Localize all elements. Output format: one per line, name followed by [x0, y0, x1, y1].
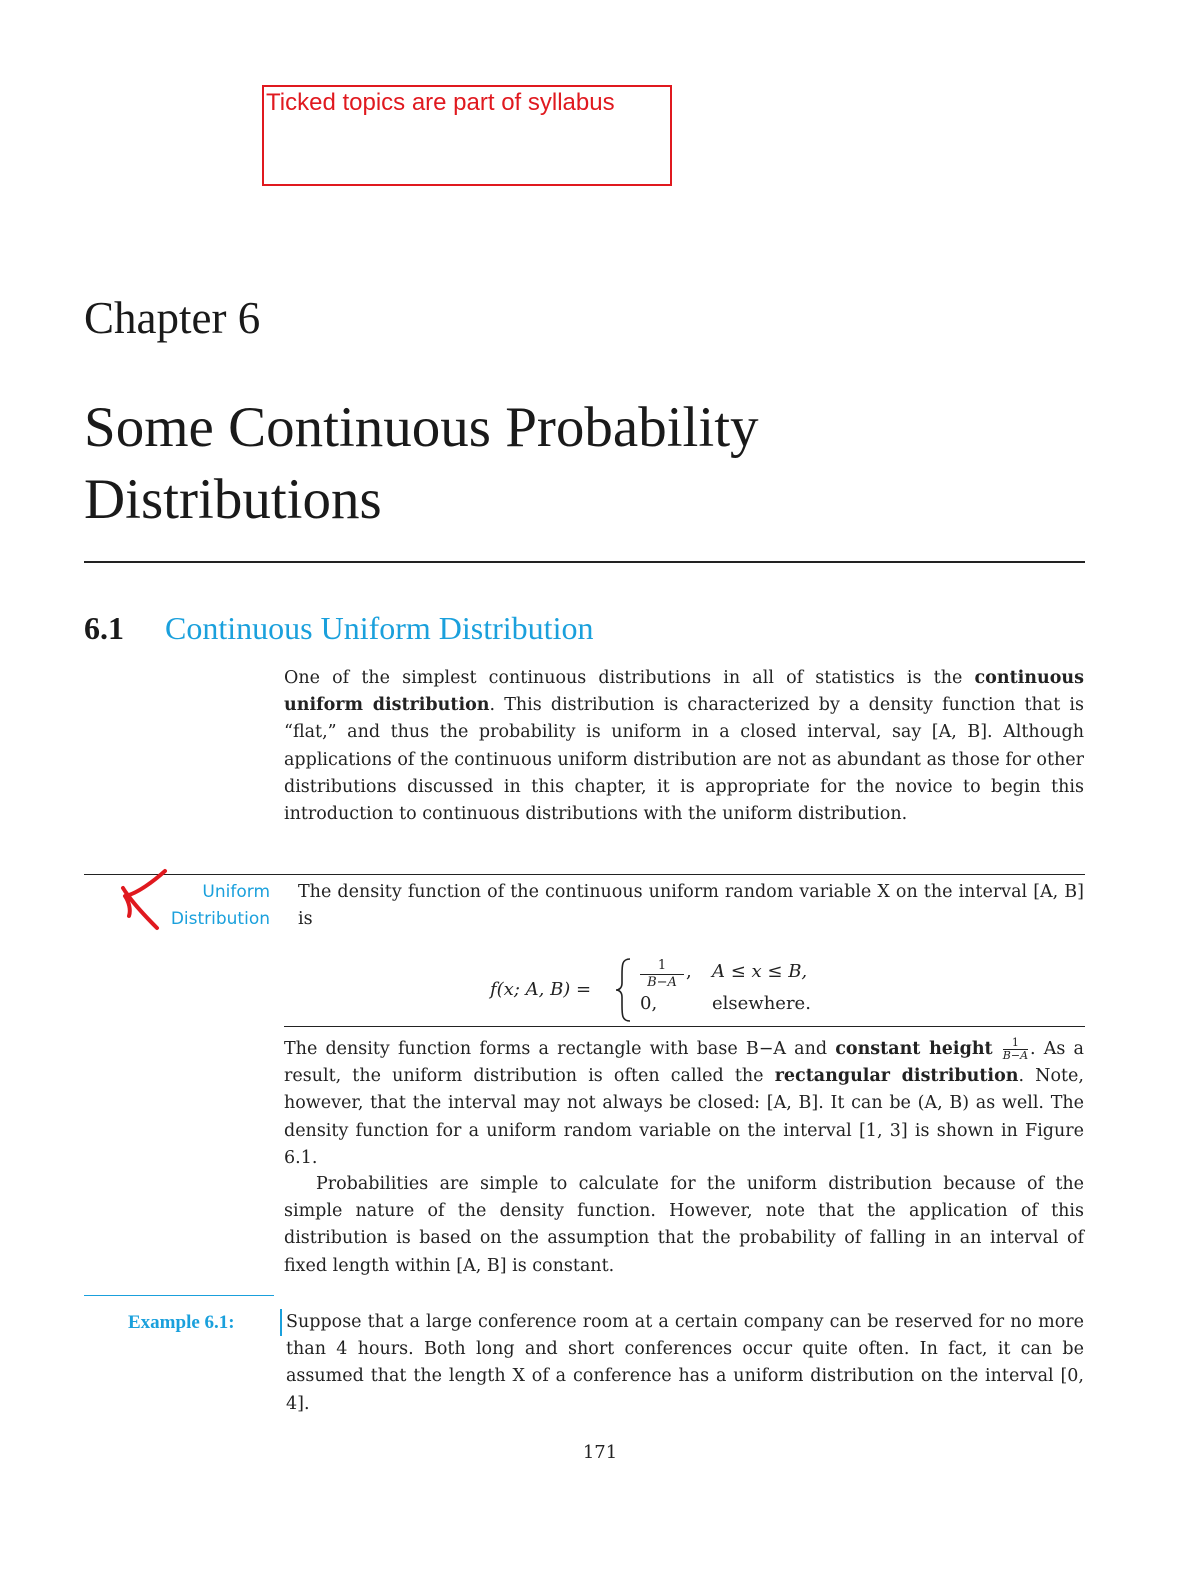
- margin-label-line2: Distribution: [170, 909, 270, 929]
- formula-frac-num: 1: [657, 958, 667, 973]
- probabilities-paragraph: Probabilities are simple to calculate for the uniform distribution because of the simple nature of the density function. However, note that the application of this distribution is based on the assumption that the probability of falling in an interval of fixed length within [A, B] is constant.: [284, 1174, 1084, 1276]
- intro-text-1: One of the simplest continuous distributions in all of statistics is the: [284, 668, 975, 688]
- rectangle-paragraph: [284, 1036, 1084, 1172]
- chapter-title-line1: Some Continuous Probability: [84, 396, 759, 459]
- chapter-rule: [84, 561, 1085, 563]
- section-number: 6.1: [84, 610, 124, 646]
- rect-bold-1: constant height: [835, 1039, 993, 1059]
- inline-frac-num: 1: [1003, 1037, 1028, 1050]
- intro-bold-term: continuous uniform distribution: [284, 668, 1084, 716]
- left-brace-icon: [614, 957, 634, 1023]
- intro-paragraph: [284, 665, 1084, 828]
- formula-case1-cond: A ≤ x ≤ B,: [712, 961, 808, 982]
- chapter-title-line2: Distributions: [84, 468, 382, 531]
- example-rule: [84, 1295, 274, 1296]
- section-title: Continuous Uniform Distribution: [165, 610, 594, 646]
- formula-frac-den: B−A: [647, 975, 677, 990]
- pdf-formula: [490, 955, 910, 1025]
- definition-rule-bottom: [284, 1026, 1085, 1027]
- margin-label-line1: Uniform: [202, 882, 270, 902]
- rect-bold-2: rectangular distribution: [774, 1066, 1019, 1087]
- formula-case1-sep: ,: [686, 961, 692, 982]
- inline-frac-den: B−A: [1002, 1049, 1029, 1062]
- definition-margin-label: [120, 879, 270, 933]
- definition-rule-top: [84, 874, 1085, 875]
- formula-case2-val: 0,: [640, 993, 658, 1014]
- intro-text-2: . This distribution is characterized by a density function that is “flat,” and thus the probability is uniform in a closed interval, say [A, B]. Although applications of the continuous uniform distribution are not as abundant as those for other distributions discussed in this chapter, it is appropriate for the novice to begin this introduction to continuous distributions with the uniform distribution.: [284, 695, 1084, 825]
- chapter-title: [84, 392, 1084, 536]
- definition-text: The density function of the continuous uniform random variable X on the interval [A, B] is: [298, 882, 1084, 929]
- rect-text-3: . Note, however, that the interval may not always be closed: [A, B]. It can be (A, B) as well. The density function for a uniform random variable on the interval [1, 3] is shown in Figure 6.1.: [284, 1066, 1084, 1168]
- annotation-note: Ticked topics are part of syllabus: [266, 89, 615, 116]
- example-label: Example 6.1:: [128, 1312, 235, 1333]
- chapter-label: Chapter 6: [84, 293, 261, 343]
- inline-fraction: [1003, 1037, 1028, 1062]
- rect-text-2: . As a result, the uniform distribution is often called the: [284, 1039, 1084, 1087]
- example-divider: [280, 1309, 282, 1336]
- example-text: Suppose that a large conference room at a certain company can be reserved for no more than 4 hours. Both long and short conferences occur quite often. In fact, it can be assumed that the length X of a conference has a uniform distribution on the interval [0, 4].: [286, 1312, 1084, 1414]
- page-number: 171: [582, 1442, 618, 1463]
- formula-case2-cond: elsewhere.: [712, 993, 811, 1014]
- formula-lhs: f(x; A, B) =: [490, 979, 592, 1000]
- rect-text-1: The density function forms a rectangle with base B−A and: [284, 1039, 836, 1059]
